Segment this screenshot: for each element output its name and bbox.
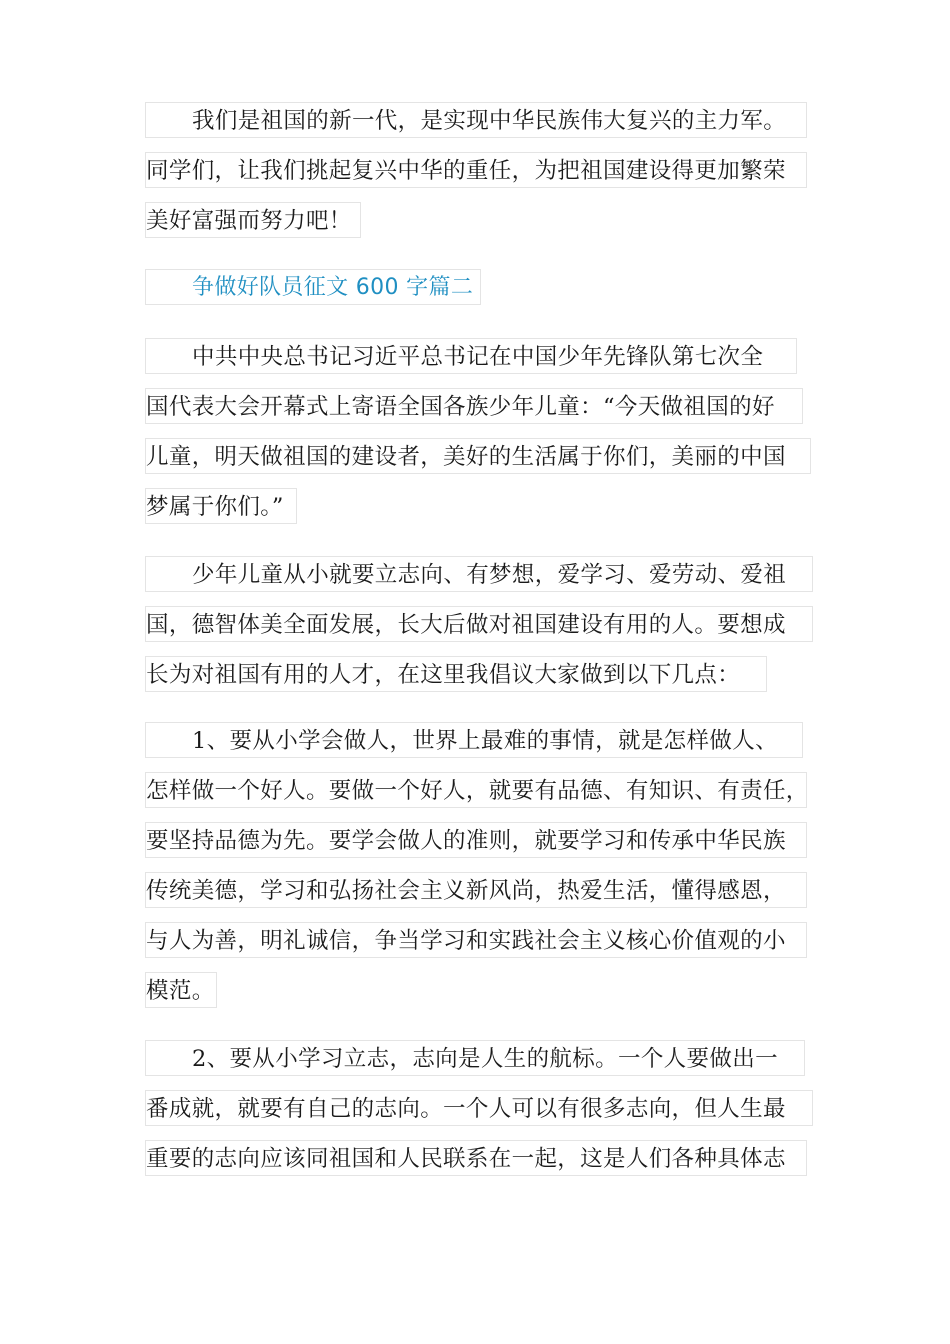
text-line: 少年儿童从小就要立志向、有梦想，爱学习、爱劳动、爱祖 xyxy=(145,556,813,592)
text-line: 同学们，让我们挑起复兴中华的重任，为把祖国建设得更加繁荣 xyxy=(145,152,807,188)
text-line: 儿童，明天做祖国的建设者，美好的生活属于你们，美丽的中国 xyxy=(145,438,811,474)
text-line: 国，德智体美全面发展，长大后做对祖国建设有用的人。要想成 xyxy=(145,606,813,642)
text-line: 国代表大会开幕式上寄语全国各族少年儿童：“今天做祖国的好 xyxy=(145,388,803,424)
text-line: 我们是祖国的新一代，是实现中华民族伟大复兴的主力军。 xyxy=(145,102,807,138)
text-line: 模范。 xyxy=(145,972,217,1008)
text-line: 1、要从小学会做人，世界上最难的事情，就是怎样做人、 xyxy=(145,722,803,758)
text-line: 重要的志向应该同祖国和人民联系在一起，这是人们各种具体志 xyxy=(145,1140,807,1176)
text-line: 要坚持品德为先。要学会做人的准则，就要学习和传承中华民族 xyxy=(145,822,807,858)
text-line: 梦属于你们。” xyxy=(145,488,297,524)
text-line: 番成就，就要有自己的志向。一个人可以有很多志向，但人生最 xyxy=(145,1090,813,1126)
text-line: 传统美德，学习和弘扬社会主义新风尚，热爱生活，懂得感恩， xyxy=(145,872,807,908)
heading-text: 争做好队员征文 600 字篇二 xyxy=(145,269,481,305)
text-line: 怎样做一个好人。要做一个好人，就要有品德、有知识、有责任， xyxy=(145,772,807,808)
text-line: 中共中央总书记习近平总书记在中国少年先锋队第七次全 xyxy=(145,338,797,374)
text-line: 与人为善，明礼诚信，争当学习和实践社会主义核心价值观的小 xyxy=(145,922,807,958)
text-line: 美好富强而努力吧！ xyxy=(145,202,361,238)
text-line: 长为对祖国有用的人才，在这里我倡议大家做到以下几点： xyxy=(145,656,767,692)
text-line: 2、要从小学习立志，志向是人生的航标。一个人要做出一 xyxy=(145,1040,805,1076)
